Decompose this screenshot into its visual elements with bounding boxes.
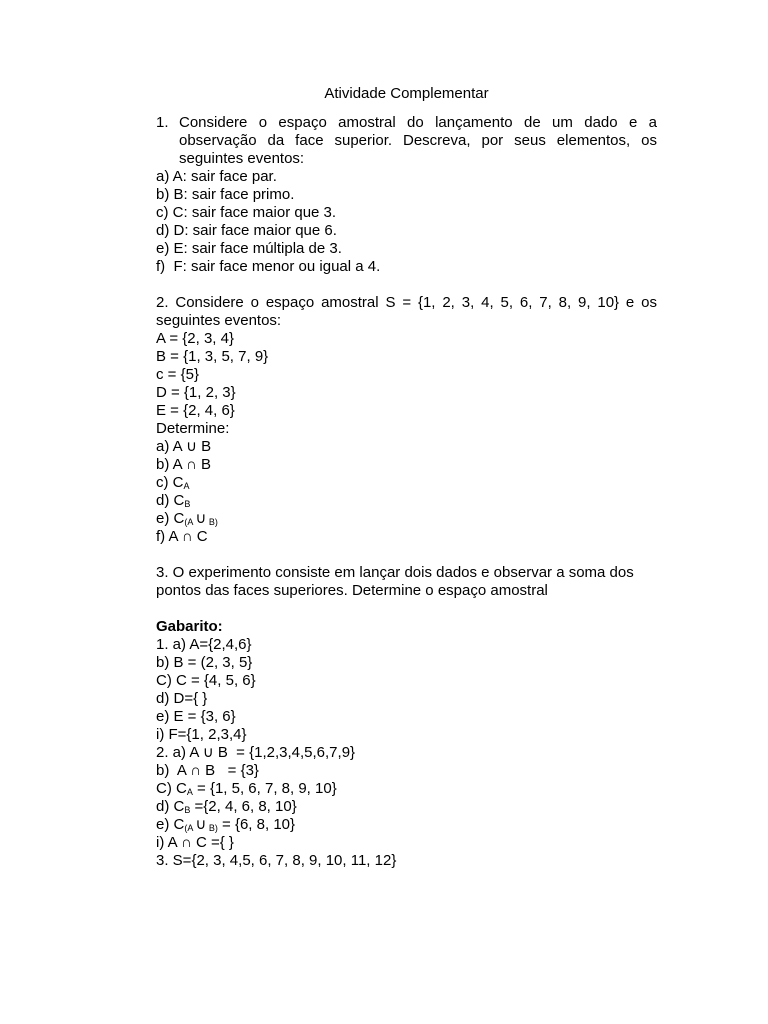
question-1-item-f: f) F: sair face menor ou igual a 4. (156, 258, 381, 275)
answer-line: e) E = {3, 6} (156, 708, 236, 725)
item-e-union-symbol: ∪ (195, 510, 207, 527)
set-a: A = {2, 3, 4} (156, 330, 234, 347)
spacer (156, 600, 657, 618)
question-1-item-c: c) C: sair face maior que 3. (156, 204, 337, 221)
question-1-text: Considere o espaço amostral do lançamento de um dado e a observação da face superior. Descreva, por seus elementos, os seguintes eventos: (179, 114, 657, 167)
spacer (156, 276, 657, 294)
answer-prefix: d) C (156, 798, 185, 815)
set-d: D = {1, 2, 3} (156, 384, 236, 401)
answer-line: 1. a) A={2,4,6} (156, 636, 252, 653)
item-c-subscript: A (183, 481, 190, 491)
answer-line-complement-a (156, 780, 657, 798)
item-e-prefix: e) C (156, 510, 185, 527)
question-1-item-a: a) A: sair face par. (156, 168, 277, 185)
question-2-item-c (156, 474, 657, 492)
answer-line: b) B = (2, 3, 5} (156, 654, 253, 671)
item-e-subscript-close: B) (206, 517, 218, 527)
answer-subscript-close: B) (206, 823, 218, 833)
answer-prefix: C) C (156, 780, 187, 797)
answer-prefix: e) C (156, 816, 185, 833)
answer-union-symbol: ∪ (195, 816, 207, 833)
answer-value: = {1, 5, 6, 7, 8, 9, 10} (192, 780, 337, 797)
question-1-item-d: d) D: sair face maior que 6. (156, 222, 337, 239)
question-2-item-f: f) A ∩ C (156, 528, 208, 545)
determine-label: Determine: (156, 420, 230, 437)
answer-line-complement-b (156, 798, 657, 816)
set-c: c = {5} (156, 366, 199, 383)
answer-line: 2. a) A ∪ B = {1,2,3,4,5,6,7,9} (156, 744, 356, 761)
question-2-item-a: a) A ∪ B (156, 438, 212, 455)
question-2-item-d (156, 492, 657, 510)
question-2-text: 2. Considere o espaço amostral S = {1, 2, 3, 4, 5, 6, 7, 8, 9, 10} e os seguintes eventos: (156, 294, 657, 329)
answer-line: d) D={ } (156, 690, 208, 707)
question-1-item-e: e) E: sair face múltipla de 3. (156, 240, 342, 257)
document-title: Atividade Complementar (324, 85, 489, 102)
answer-line: b) A ∩ B = {3} (156, 762, 259, 779)
answer-subscript-open: (A (184, 823, 196, 833)
item-d-subscript: B (184, 499, 191, 509)
answer-line: i) A ∩ C ={ } (156, 834, 234, 851)
answer-line: C) C = {4, 5, 6} (156, 672, 256, 689)
item-d-prefix: d) C (156, 492, 185, 509)
answer-value: = {6, 8, 10} (217, 816, 296, 833)
answer-subscript: B (184, 805, 191, 815)
answer-line-complement-union (156, 816, 657, 834)
question-2-item-b: b) A ∩ B (156, 456, 211, 473)
answer-line: i) F={1, 2,3,4} (156, 726, 247, 743)
answer-line: 3. S={2, 3, 4,5, 6, 7, 8, 9, 10, 11, 12} (156, 852, 397, 869)
answer-subscript: A (186, 787, 193, 797)
item-e-subscript-open: (A (184, 517, 196, 527)
set-b: B = {1, 3, 5, 7, 9} (156, 348, 269, 365)
spacer (156, 546, 657, 564)
document-page (156, 85, 657, 870)
question-1-item-b: b) B: sair face primo. (156, 186, 295, 203)
item-c-prefix: c) C (156, 474, 184, 491)
answer-value: ={2, 4, 6, 8, 10} (190, 798, 297, 815)
question-3-text: 3. O experimento consiste em lançar dois dados e observar a soma dos pontos das faces superiores. Determine o espaço amostral (156, 564, 634, 599)
question-1 (156, 114, 657, 168)
question-2-item-e (156, 510, 657, 528)
answers-heading: Gabarito: (156, 618, 223, 635)
question-1-number: 1. (156, 114, 169, 131)
set-e: E = {2, 4, 6} (156, 402, 235, 419)
